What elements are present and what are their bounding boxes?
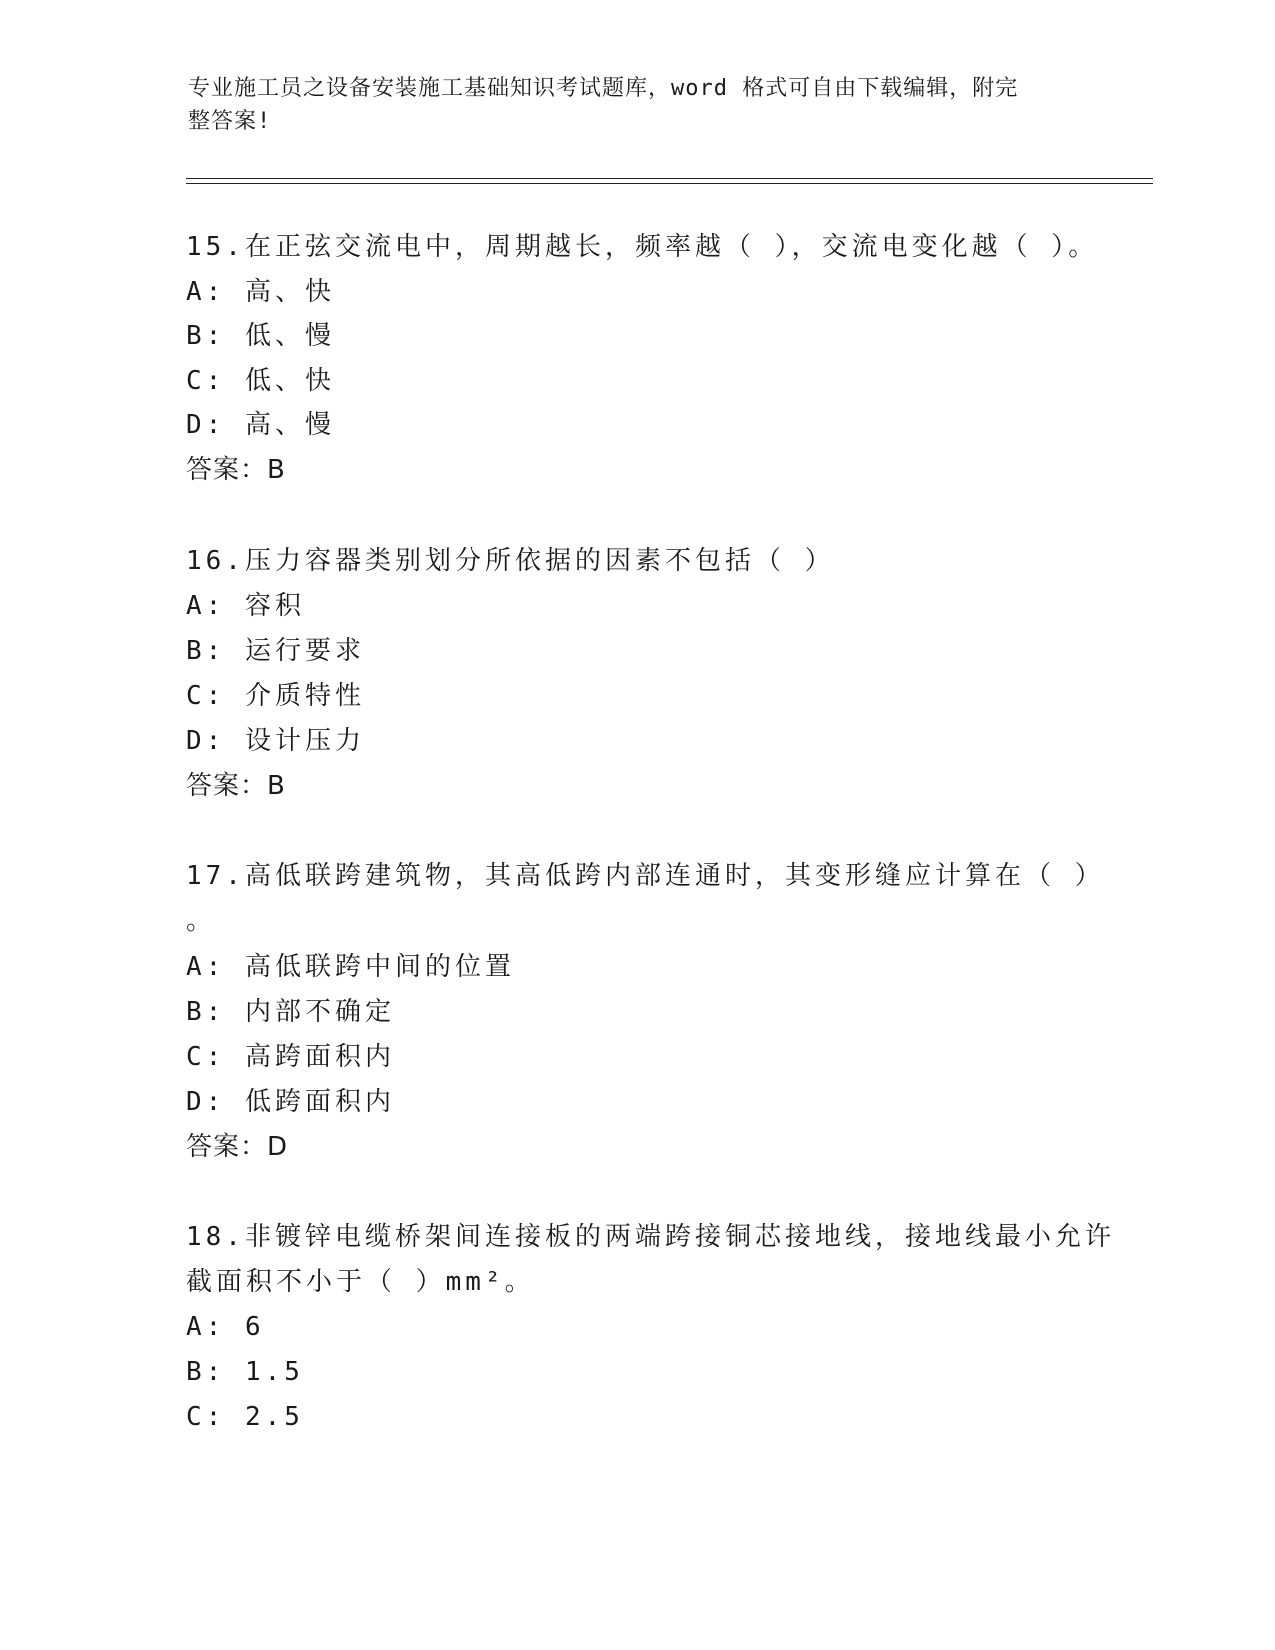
question-18-option-a: A: 6	[186, 1312, 265, 1342]
header-divider-bottom	[186, 183, 1153, 184]
question-18-stem-line-1: 18.非镀锌电缆桥架间连接板的两端跨接铜芯接地线，接地线最小允许	[186, 1222, 1115, 1252]
question-16-option-a: A: 容积	[186, 591, 305, 621]
question-18-option-b: B: 1.5	[186, 1357, 304, 1387]
question-16-option-c: C: 介质特性	[186, 681, 365, 711]
question-17-stem-line-2: 。	[186, 906, 217, 936]
question-15-option-c: C: 低、快	[186, 366, 335, 396]
question-17-option-d: D: 低跨面积内	[186, 1087, 395, 1117]
question-15-stem: 15.在正弦交流电中，周期越长，频率越（ ），交流电变化越（ ）。	[186, 232, 1099, 262]
question-15-option-d: D: 高、慢	[186, 410, 335, 440]
question-16-answer: 答案：B	[186, 771, 286, 801]
question-17-stem-line-1: 17.高低联跨建筑物，其高低跨内部连通时，其变形缝应计算在（ ）	[186, 861, 1105, 891]
question-15-answer: 答案：B	[186, 455, 286, 485]
question-16-option-d: D: 设计压力	[186, 726, 365, 756]
header-line-1: 专业施工员之设备安装施工基础知识考试题库，word 格式可自由下载编辑，附完	[188, 76, 1019, 101]
question-16-option-b: B: 运行要求	[186, 636, 365, 666]
question-18-stem-line-2: 截面积不小于（ ）mm²。	[186, 1267, 535, 1297]
question-15-option-b: B: 低、慢	[186, 321, 335, 351]
question-16-stem: 16.压力容器类别划分所依据的因素不包括（ ）	[186, 546, 835, 576]
question-17-answer: 答案：D	[186, 1132, 289, 1162]
question-18-option-c: C: 2.5	[186, 1402, 304, 1432]
document-header	[188, 72, 1068, 138]
header-divider-top	[186, 178, 1153, 179]
question-17-option-c: C: 高跨面积内	[186, 1042, 395, 1072]
question-17-option-a: A: 高低联跨中间的位置	[186, 952, 515, 982]
question-17-option-b: B: 内部不确定	[186, 997, 395, 1027]
question-15-option-a: A: 高、快	[186, 277, 335, 307]
header-line-2: 整答案!	[188, 109, 272, 134]
